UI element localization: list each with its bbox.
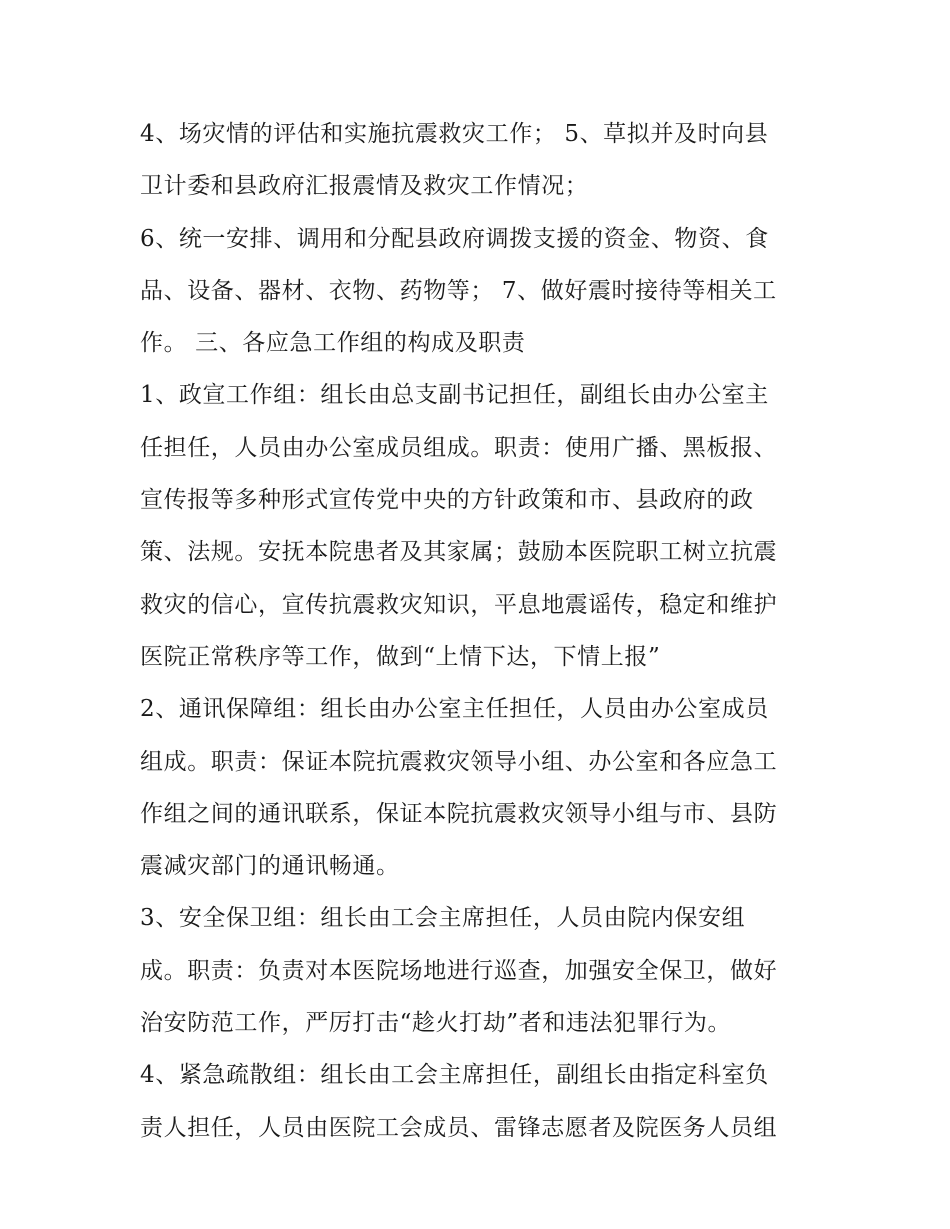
text-line: 成。职责：负责对本医院场地进行巡查，加强安全保卫，做好 bbox=[140, 957, 778, 984]
text-line: 医院正常秩序等工作，做到“上情下达，下情上报” bbox=[140, 643, 661, 670]
text-line: 4、场灾情的评估和实施抗震救灾工作； 5、草拟并及时向县 bbox=[140, 121, 769, 147]
text-line: 2、通讯保障组：组长由办公室主任担任，人员由办公室成员 bbox=[140, 696, 769, 723]
document-body bbox=[140, 108, 820, 1154]
text-line: 责人担任，人员由医院工会成员、雷锋志愿者及院医务人员组 bbox=[140, 1114, 778, 1141]
text-line: 卫计委和县政府汇报震情及救灾工作情况； bbox=[140, 173, 589, 200]
text-line: 治安防范工作，严厉打击“趁火打劫”者和违法犯罪行为。 bbox=[140, 1010, 732, 1037]
text-line: 任担任，人员由办公室成员组成。职责：使用广播、黑板报、 bbox=[140, 434, 778, 461]
text-line: 6、统一安排、调用和分配县政府调拨支援的资金、物资、食 bbox=[140, 225, 769, 252]
text-line: 4、紧急疏散组：组长由工会主席担任，副组长由指定科室负 bbox=[140, 1062, 769, 1089]
text-line: 作组之间的通讯联系，保证本院抗震救灾领导小组与市、县防 bbox=[140, 800, 778, 827]
text-line: 作。 三、各应急工作组的构成及职责 bbox=[140, 330, 526, 357]
text-line: 组成。职责：保证本院抗震救灾领导小组、办公室和各应急工 bbox=[140, 748, 778, 775]
text-line: 3、安全保卫组：组长由工会主席担任，人员由院内保安组 bbox=[140, 905, 746, 932]
text-line: 策、法规。安抚本院患者及其家属；鼓励本医院职工树立抗震 bbox=[140, 539, 778, 566]
text-line: 宣传报等多种形式宣传党中央的方针政策和市、县政府的政 bbox=[140, 487, 754, 514]
text-line: 1、政宣工作组：组长由总支副书记担任，副组长由办公室主 bbox=[140, 382, 769, 409]
text-line: 震减灾部门的通讯畅通。 bbox=[140, 853, 400, 880]
text-line: 救灾的信心，宣传抗震救灾知识，平息地震谣传，稳定和维护 bbox=[140, 591, 778, 618]
text-line: 品、设备、器材、衣物、药物等； 7、做好震时接待等相关工 bbox=[140, 277, 777, 304]
